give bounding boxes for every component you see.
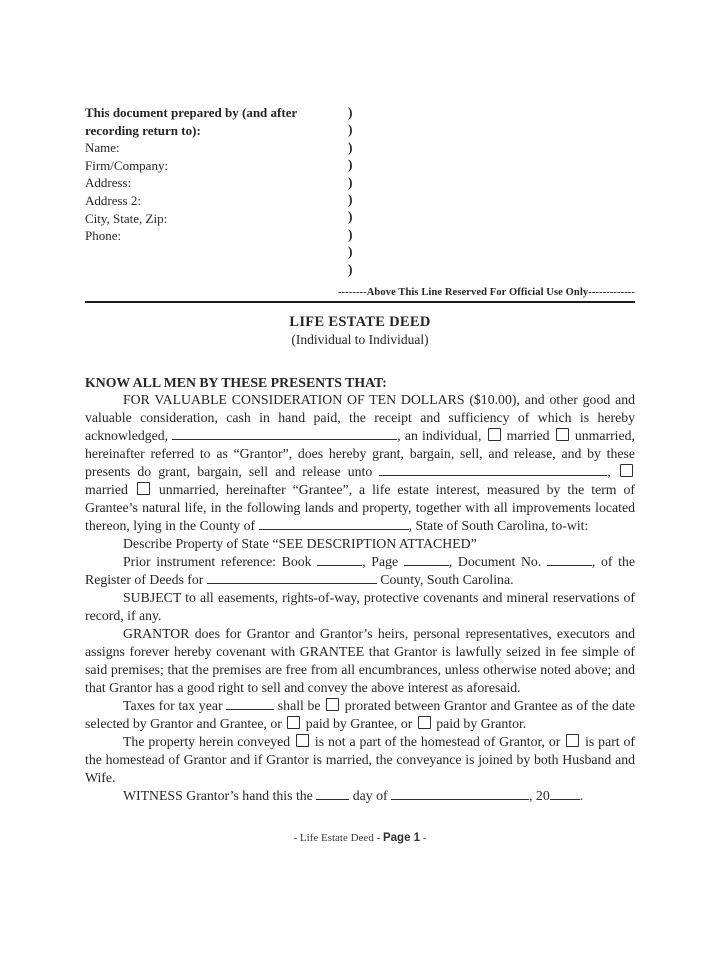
paren-mark: ) [348, 157, 353, 173]
blank-line[interactable] [226, 697, 274, 710]
paren-mark: ) [348, 139, 353, 155]
paren-mark: ) [348, 122, 353, 138]
paren-mark: ) [348, 174, 353, 190]
grantor-covenant-paragraph: GRANTOR does for Grantor and Grantor’s heirs, personal representatives, executors and assigns forever hereby covenant with GRANTEE that Grantor is lawfully seized in fee simple of said premises; that the premises are free from all encumbrances, unless otherwise noted above; and that Grantor has a good right to sell and convey the above interest as aforesaid. [85, 625, 635, 695]
checkbox-icon[interactable] [287, 716, 300, 729]
blank-line[interactable] [317, 553, 362, 566]
subject-paragraph: SUBJECT to all easements, rights-of-way, protective covenants and mineral reservations of record, if any. [85, 589, 635, 623]
paren-mark: ) [348, 105, 353, 120]
blank-line[interactable] [172, 427, 397, 440]
checkbox-icon[interactable] [556, 428, 569, 441]
paren-mark: ) [348, 191, 353, 207]
blank-line[interactable] [404, 553, 449, 566]
blank-line[interactable] [316, 787, 349, 800]
describe-property-line: Describe Property of State “SEE DESCRIPTION ATTACHED” [123, 535, 477, 551]
official-use-text: --------Above This Line Reserved For Official Use Only------------- [337, 286, 635, 298]
preparer-labels [85, 104, 348, 245]
preparer-field-label: Name: [85, 140, 120, 156]
checkbox-icon[interactable] [326, 698, 339, 711]
blank-line[interactable] [547, 553, 592, 566]
footer-suffix: - [420, 831, 427, 844]
opening-heading: KNOW ALL MEN BY THESE PRESENTS THAT: [85, 374, 387, 390]
homestead-paragraph: The property herein conveyed is not a part of the homestead of Grantor, or is part of the homestead of Grantor and if Grantor is married, the conveyance is joined by both Husband and Wife. [85, 733, 635, 785]
page-footer [85, 832, 635, 844]
consideration-paragraph: FOR VALUABLE CONSIDERATION OF TEN DOLLARS ($10.00), and other good and valuable consideration, cash in hand paid, the receipt and sufficiency of which is hereby acknowledged, , an individual, married unmarried, hereinafter referred to as “Grantor”, does hereby grant, bargain, sell, and release, and by these presents do grant, bargain, sell and release unto , married unmarried, hereinafter “Grantee”, a life estate interest, measured by the term of Grantee’s natural life, in the following lands and property, together with all improvements located thereon, lying in the County of , State of South Carolina, to-wit: [85, 391, 635, 533]
recording-paren-column [348, 104, 353, 278]
paren-mark: ) [348, 209, 353, 225]
official-use-divider [85, 282, 635, 303]
blank-line[interactable] [207, 571, 377, 584]
blank-line[interactable] [259, 517, 409, 530]
blank-line[interactable] [379, 463, 607, 476]
page-subtitle: (Individual to Individual) [291, 331, 429, 347]
page-title: LIFE ESTATE DEED [289, 313, 431, 330]
checkbox-icon[interactable] [296, 734, 309, 747]
footer-page-number: Page 1 [382, 831, 421, 844]
preparer-field-label: Address: [85, 175, 132, 191]
preparer-field-label: Phone: [85, 228, 122, 244]
checkbox-icon[interactable] [137, 482, 150, 495]
taxes-paragraph: Taxes for tax year shall be prorated between Grantor and Grantee as of the date selected by Grantor and Grantee, or paid by Grantee, or paid by Grantor. [85, 697, 636, 731]
footer-prefix: - Life Estate Deed - [293, 831, 383, 844]
blank-line[interactable] [391, 787, 529, 800]
title-block [85, 314, 635, 348]
checkbox-icon[interactable] [488, 428, 501, 441]
preparer-field-label: Firm/Company: [85, 157, 169, 173]
preparer-block [85, 104, 635, 278]
paren-mark: ) [348, 261, 353, 277]
checkbox-icon[interactable] [620, 464, 633, 477]
preparer-field-label: City, State, Zip: [85, 210, 168, 226]
checkbox-icon[interactable] [418, 716, 431, 729]
preparer-field-label: Address 2: [85, 192, 141, 208]
witness-line: WITNESS Grantor’s hand this the day of , 20 . [123, 787, 584, 803]
checkbox-icon[interactable] [566, 734, 579, 747]
preparer-heading: This document prepared by (and after recording return to): [85, 105, 297, 138]
paren-mark: ) [348, 226, 353, 242]
prior-instrument-paragraph: Prior instrument reference: Book , Page , Document No. , of the Register of Deeds for County, South Carolina. [85, 553, 635, 587]
preparer-field-list [85, 139, 348, 245]
paren-mark: ) [348, 244, 353, 260]
blank-line[interactable] [550, 787, 580, 800]
